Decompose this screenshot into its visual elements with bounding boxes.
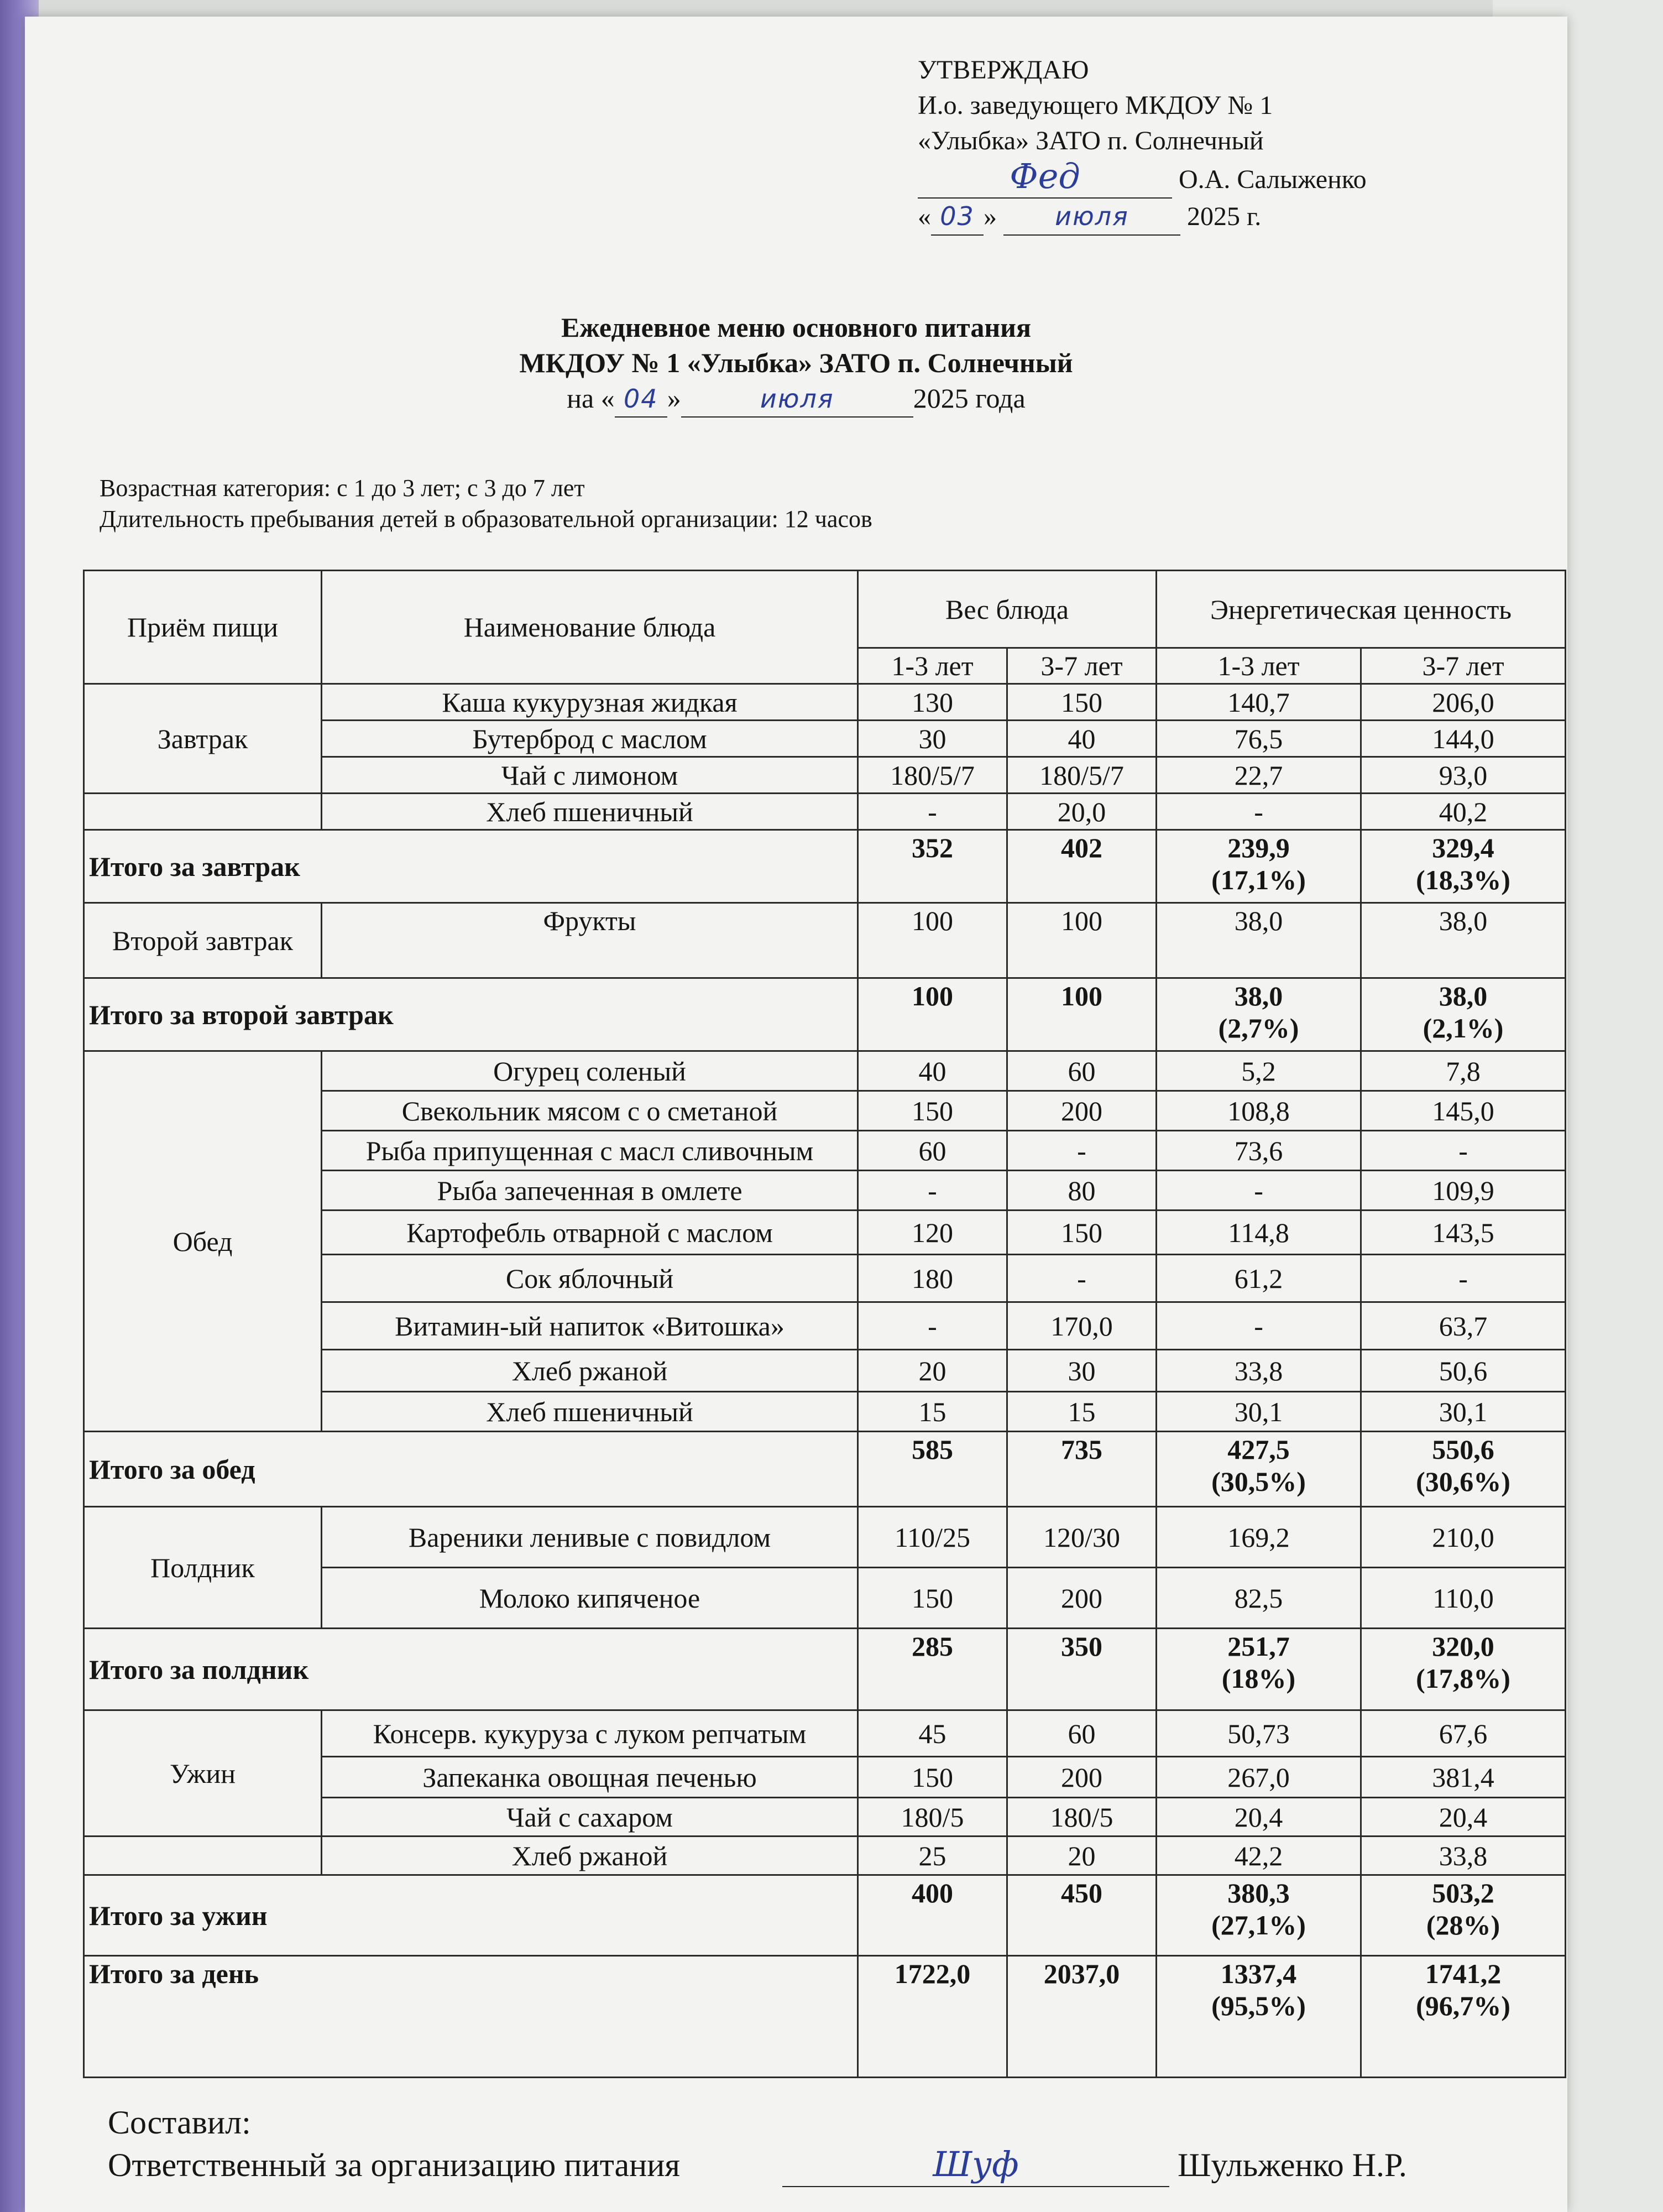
total-energy-percent: (17,1%): [1211, 864, 1306, 895]
weight-1-3: 40: [858, 1051, 1007, 1091]
weight-1-3: 15: [858, 1392, 1007, 1432]
header-dish: Наименование блюда: [322, 571, 858, 684]
date-prefix: на «: [567, 383, 615, 414]
total-energy-1-3: [1157, 1432, 1361, 1507]
total-energy-percent: (2,7%): [1218, 1013, 1299, 1044]
weight-3-7: 60: [1007, 1710, 1157, 1757]
weight-1-3: 20: [858, 1350, 1007, 1392]
energy-3-7: 110,0: [1361, 1568, 1566, 1629]
approval-signer: О.А. Салыженко: [1179, 165, 1367, 194]
total-energy-value: 320,0: [1432, 1631, 1494, 1662]
meal-lunch: Обед: [84, 1051, 322, 1432]
dish-name: Рыба запеченная в омлете: [322, 1171, 858, 1211]
total-energy-value: 503,2: [1432, 1877, 1494, 1908]
approval-organization: «Улыбка» ЗАТО п. Солнечный: [918, 126, 1264, 155]
approval-month: июля: [1055, 201, 1129, 231]
energy-3-7: 143,5: [1361, 1211, 1566, 1255]
weight-1-3: 25: [858, 1837, 1007, 1875]
total-energy-percent: (30,6%): [1416, 1466, 1510, 1497]
weight-1-3: 30: [858, 721, 1007, 757]
dish-name: Чай с лимоном: [322, 757, 858, 794]
total-weight-3-7: 350: [1007, 1629, 1157, 1710]
weight-3-7: 100: [1007, 903, 1157, 978]
energy-3-7: 40,2: [1361, 794, 1566, 830]
date-day-underline: [615, 380, 667, 418]
energy-3-7: 67,6: [1361, 1710, 1566, 1757]
responsible-signature-underline: [782, 2143, 1169, 2187]
total-energy-3-7: [1361, 978, 1566, 1051]
date-suffix: 2025 года: [913, 383, 1026, 414]
weight-3-7: 200: [1007, 1568, 1157, 1629]
weight-1-3: 180/5: [858, 1798, 1007, 1837]
energy-3-7: 145,0: [1361, 1091, 1566, 1131]
total-energy-value: 550,6: [1432, 1434, 1494, 1465]
energy-1-3: 108,8: [1157, 1091, 1361, 1131]
dish-name: Картофебль отварной с маслом: [322, 1211, 858, 1255]
total-weight-3-7: 402: [1007, 830, 1157, 903]
weight-1-3: 110/25: [858, 1507, 1007, 1568]
weight-1-3: 150: [858, 1091, 1007, 1131]
responsible-line: [108, 2143, 1573, 2187]
dish-name: Хлеб ржаной: [322, 1837, 858, 1875]
weight-3-7: 180/5/7: [1007, 757, 1157, 794]
total-energy-percent: (95,5%): [1211, 1990, 1306, 2021]
approval-date: [918, 199, 1471, 236]
responsible-name: Шульженко Н.Р.: [1178, 2147, 1407, 2183]
approval-position: И.о. заведующего МКДОУ № 1: [918, 91, 1273, 120]
total-energy-percent: (18,3%): [1416, 864, 1510, 895]
approval-block: [918, 53, 1471, 236]
weight-3-7: 170,0: [1007, 1302, 1157, 1350]
header-energy-age-3-7: 3-7 лет: [1361, 648, 1566, 684]
table-row: [84, 684, 1566, 721]
energy-1-3: 140,7: [1157, 684, 1361, 721]
header-weight-age-3-7: 3-7 лет: [1007, 648, 1157, 684]
weight-1-3: -: [858, 794, 1007, 830]
energy-1-3: 267,0: [1157, 1757, 1361, 1798]
approval-signature: Фед: [1010, 156, 1080, 196]
weight-3-7: 120/30: [1007, 1507, 1157, 1568]
weight-3-7: 40: [1007, 721, 1157, 757]
weight-3-7: 15: [1007, 1392, 1157, 1432]
dish-name: Сок яблочный: [322, 1255, 858, 1302]
header-weight-age-1-3: 1-3 лет: [858, 648, 1007, 684]
dish-name: Огурец соленый: [322, 1051, 858, 1091]
signature-underline: [918, 156, 1172, 199]
footer-block: [108, 2101, 1573, 2187]
energy-1-3: 82,5: [1157, 1568, 1361, 1629]
weight-1-3: -: [858, 1302, 1007, 1350]
meal-empty: [84, 1837, 322, 1875]
total-energy-1-3: [1157, 830, 1361, 903]
approval-close-quote: »: [984, 202, 997, 231]
weight-1-3: 150: [858, 1568, 1007, 1629]
energy-1-3: 114,8: [1157, 1211, 1361, 1255]
weight-1-3: -: [858, 1171, 1007, 1211]
dish-name: Чай с сахаром: [322, 1798, 858, 1837]
total-row-lunch: [84, 1432, 1566, 1507]
total-energy-value: 38,0: [1234, 980, 1283, 1011]
total-energy-value: 329,4: [1432, 832, 1494, 863]
approval-heading: УТВЕРЖДАЮ: [918, 55, 1089, 85]
month-underline: [1003, 199, 1180, 236]
total-energy-percent: (17,8%): [1416, 1663, 1510, 1694]
energy-1-3: 22,7: [1157, 757, 1361, 794]
energy-3-7: 30,1: [1361, 1392, 1566, 1432]
weight-3-7: 60: [1007, 1051, 1157, 1091]
total-label: Итого за второй завтрак: [84, 978, 858, 1051]
total-row-dinner: [84, 1875, 1566, 1956]
energy-1-3: -: [1157, 794, 1361, 830]
weight-1-3: 180: [858, 1255, 1007, 1302]
weight-3-7: 180/5: [1007, 1798, 1157, 1837]
stay-duration: Длительность пребывания детей в образовательной организации: 12 часов: [100, 505, 872, 533]
menu-table: [83, 570, 1566, 2078]
table-row: [84, 903, 1566, 978]
meal-breakfast: Завтрак: [84, 684, 322, 794]
energy-3-7: 206,0: [1361, 684, 1566, 721]
total-energy-3-7: [1361, 1875, 1566, 1956]
header-weight: Вес блюда: [858, 571, 1157, 648]
meal-second-breakfast: Второй завтрак: [84, 903, 322, 978]
energy-3-7: -: [1361, 1131, 1566, 1171]
energy-1-3: 42,2: [1157, 1837, 1361, 1875]
energy-3-7: 33,8: [1361, 1837, 1566, 1875]
dish-name: Свекольник мясом с о сметаной: [322, 1091, 858, 1131]
total-energy-3-7: [1361, 1629, 1566, 1710]
energy-3-7: 7,8: [1361, 1051, 1566, 1091]
dish-name: Каша кукурузная жидкая: [322, 684, 858, 721]
approval-day: 03: [940, 201, 975, 231]
approval-signature-line: [918, 156, 1471, 199]
energy-3-7: 144,0: [1361, 721, 1566, 757]
date-month-underline: [681, 380, 913, 418]
total-energy-percent: (27,1%): [1211, 1910, 1306, 1940]
energy-1-3: 38,0: [1157, 903, 1361, 978]
meal-empty: [84, 794, 322, 830]
total-energy-value: 380,3: [1227, 1877, 1290, 1908]
weight-3-7: 20: [1007, 1837, 1157, 1875]
weight-1-3: 120: [858, 1211, 1007, 1255]
document-title: [398, 310, 1194, 418]
menu-day: 04: [623, 384, 658, 414]
menu-month: июля: [760, 384, 834, 414]
dish-name: Витамин-ый напиток «Витошка»: [322, 1302, 858, 1350]
meal-snack: Полдник: [84, 1507, 322, 1629]
weight-3-7: 150: [1007, 684, 1157, 721]
weight-3-7: 30: [1007, 1350, 1157, 1392]
dish-name: Запеканка овощная печенью: [322, 1757, 858, 1798]
total-label: Итого за завтрак: [84, 830, 858, 903]
title-date: [398, 380, 1194, 418]
energy-3-7: 93,0: [1361, 757, 1566, 794]
dish-name: Хлеб ржаной: [322, 1350, 858, 1392]
title-line-2: МКДОУ № 1 «Улыбка» ЗАТО п. Солнечный: [519, 347, 1073, 378]
total-energy-value: 38,0: [1439, 980, 1488, 1011]
total-weight-3-7: 100: [1007, 978, 1157, 1051]
energy-3-7: 109,9: [1361, 1171, 1566, 1211]
total-weight-1-3: 100: [858, 978, 1007, 1051]
energy-1-3: 61,2: [1157, 1255, 1361, 1302]
dish-name: Бутерброд с маслом: [322, 721, 858, 757]
total-energy-percent: (2,1%): [1423, 1013, 1504, 1044]
header-energy: Энергетическая ценность: [1157, 571, 1566, 648]
energy-3-7: 20,4: [1361, 1798, 1566, 1837]
total-row-day: [84, 1956, 1566, 2078]
responsible-signature: Шуф: [933, 2144, 1019, 2184]
weight-1-3: 60: [858, 1131, 1007, 1171]
header-energy-age-1-3: 1-3 лет: [1157, 648, 1361, 684]
total-energy-3-7: [1361, 1956, 1566, 2078]
energy-1-3: 50,73: [1157, 1710, 1361, 1757]
responsible-label: Ответственный за организацию питания: [108, 2147, 680, 2183]
energy-1-3: 5,2: [1157, 1051, 1361, 1091]
weight-1-3: 180/5/7: [858, 757, 1007, 794]
total-weight-1-3: 400: [858, 1875, 1007, 1956]
total-label: Итого за обед: [84, 1432, 858, 1507]
dish-name: Консерв. кукуруза с луком репчатым: [322, 1710, 858, 1757]
weight-1-3: 100: [858, 903, 1007, 978]
weight-3-7: -: [1007, 1255, 1157, 1302]
date-mid: »: [667, 383, 681, 414]
weight-3-7: 200: [1007, 1091, 1157, 1131]
total-energy-1-3: [1157, 1956, 1361, 2078]
total-energy-percent: (96,7%): [1416, 1990, 1510, 2021]
total-label: Итого за полдник: [84, 1629, 858, 1710]
total-label: Итого за ужин: [84, 1875, 858, 1956]
total-weight-1-3: 285: [858, 1629, 1007, 1710]
total-energy-value: 239,9: [1227, 832, 1290, 863]
total-energy-1-3: [1157, 1875, 1361, 1956]
dish-name: Фрукты: [322, 903, 858, 978]
total-energy-1-3: [1157, 978, 1361, 1051]
dish-name: Молоко кипяченое: [322, 1568, 858, 1629]
weight-1-3: 150: [858, 1757, 1007, 1798]
energy-3-7: 50,6: [1361, 1350, 1566, 1392]
energy-3-7: 210,0: [1361, 1507, 1566, 1568]
weight-3-7: 80: [1007, 1171, 1157, 1211]
weight-3-7: -: [1007, 1131, 1157, 1171]
table-row: [84, 1710, 1566, 1757]
composed-label: Составил:: [108, 2104, 251, 2141]
total-energy-value: 1337,4: [1220, 1958, 1297, 1989]
energy-1-3: 76,5: [1157, 721, 1361, 757]
total-weight-3-7: 2037,0: [1007, 1956, 1157, 2078]
total-energy-3-7: [1361, 1432, 1566, 1507]
energy-3-7: -: [1361, 1255, 1566, 1302]
total-weight-1-3: 585: [858, 1432, 1007, 1507]
total-energy-1-3: [1157, 1629, 1361, 1710]
dish-name: Хлеб пшеничный: [322, 794, 858, 830]
energy-3-7: 63,7: [1361, 1302, 1566, 1350]
table-row: [84, 1837, 1566, 1875]
table-row: [84, 1051, 1566, 1091]
weight-3-7: 200: [1007, 1757, 1157, 1798]
approval-open-quote: «: [918, 202, 931, 231]
meal-dinner: Ужин: [84, 1710, 322, 1837]
energy-1-3: -: [1157, 1302, 1361, 1350]
total-energy-value: 427,5: [1227, 1434, 1290, 1465]
total-row-breakfast: [84, 830, 1566, 903]
energy-1-3: 33,8: [1157, 1350, 1361, 1392]
title-line-1: Ежедневное меню основного питания: [561, 312, 1032, 343]
weight-1-3: 45: [858, 1710, 1007, 1757]
dish-name: Вареники ленивые с повидлом: [322, 1507, 858, 1568]
weight-3-7: 20,0: [1007, 794, 1157, 830]
total-energy-percent: (28%): [1426, 1910, 1500, 1940]
age-category: Возрастная категория: с 1 до 3 лет; с 3 до 7 лет: [100, 474, 585, 502]
total-row-snack: [84, 1629, 1566, 1710]
total-energy-value: 251,7: [1227, 1631, 1290, 1662]
info-block: [100, 473, 1482, 535]
total-energy-value: 1741,2: [1425, 1958, 1502, 1989]
total-energy-percent: (30,5%): [1211, 1466, 1306, 1497]
table-row: [84, 794, 1566, 830]
total-energy-3-7: [1361, 830, 1566, 903]
energy-1-3: 30,1: [1157, 1392, 1361, 1432]
energy-1-3: 169,2: [1157, 1507, 1361, 1568]
weight-3-7: 150: [1007, 1211, 1157, 1255]
dish-name: Рыба припущенная с масл сливочным: [322, 1131, 858, 1171]
weight-1-3: 130: [858, 684, 1007, 721]
total-energy-percent: (18%): [1221, 1663, 1296, 1694]
day-underline: [931, 199, 984, 236]
energy-3-7: 381,4: [1361, 1757, 1566, 1798]
energy-1-3: -: [1157, 1171, 1361, 1211]
total-weight-3-7: 450: [1007, 1875, 1157, 1956]
header-meal: Приём пищи: [84, 571, 322, 684]
total-row-second-breakfast: [84, 978, 1566, 1051]
energy-1-3: 73,6: [1157, 1131, 1361, 1171]
total-label: Итого за день: [84, 1956, 858, 2078]
table-row: [84, 1507, 1566, 1568]
dish-name: Хлеб пшеничный: [322, 1392, 858, 1432]
approval-year: 2025 г.: [1187, 202, 1262, 231]
energy-1-3: 20,4: [1157, 1798, 1361, 1837]
total-weight-1-3: 1722,0: [858, 1956, 1007, 2078]
total-weight-3-7: 735: [1007, 1432, 1157, 1507]
energy-3-7: 38,0: [1361, 903, 1566, 978]
total-weight-1-3: 352: [858, 830, 1007, 903]
